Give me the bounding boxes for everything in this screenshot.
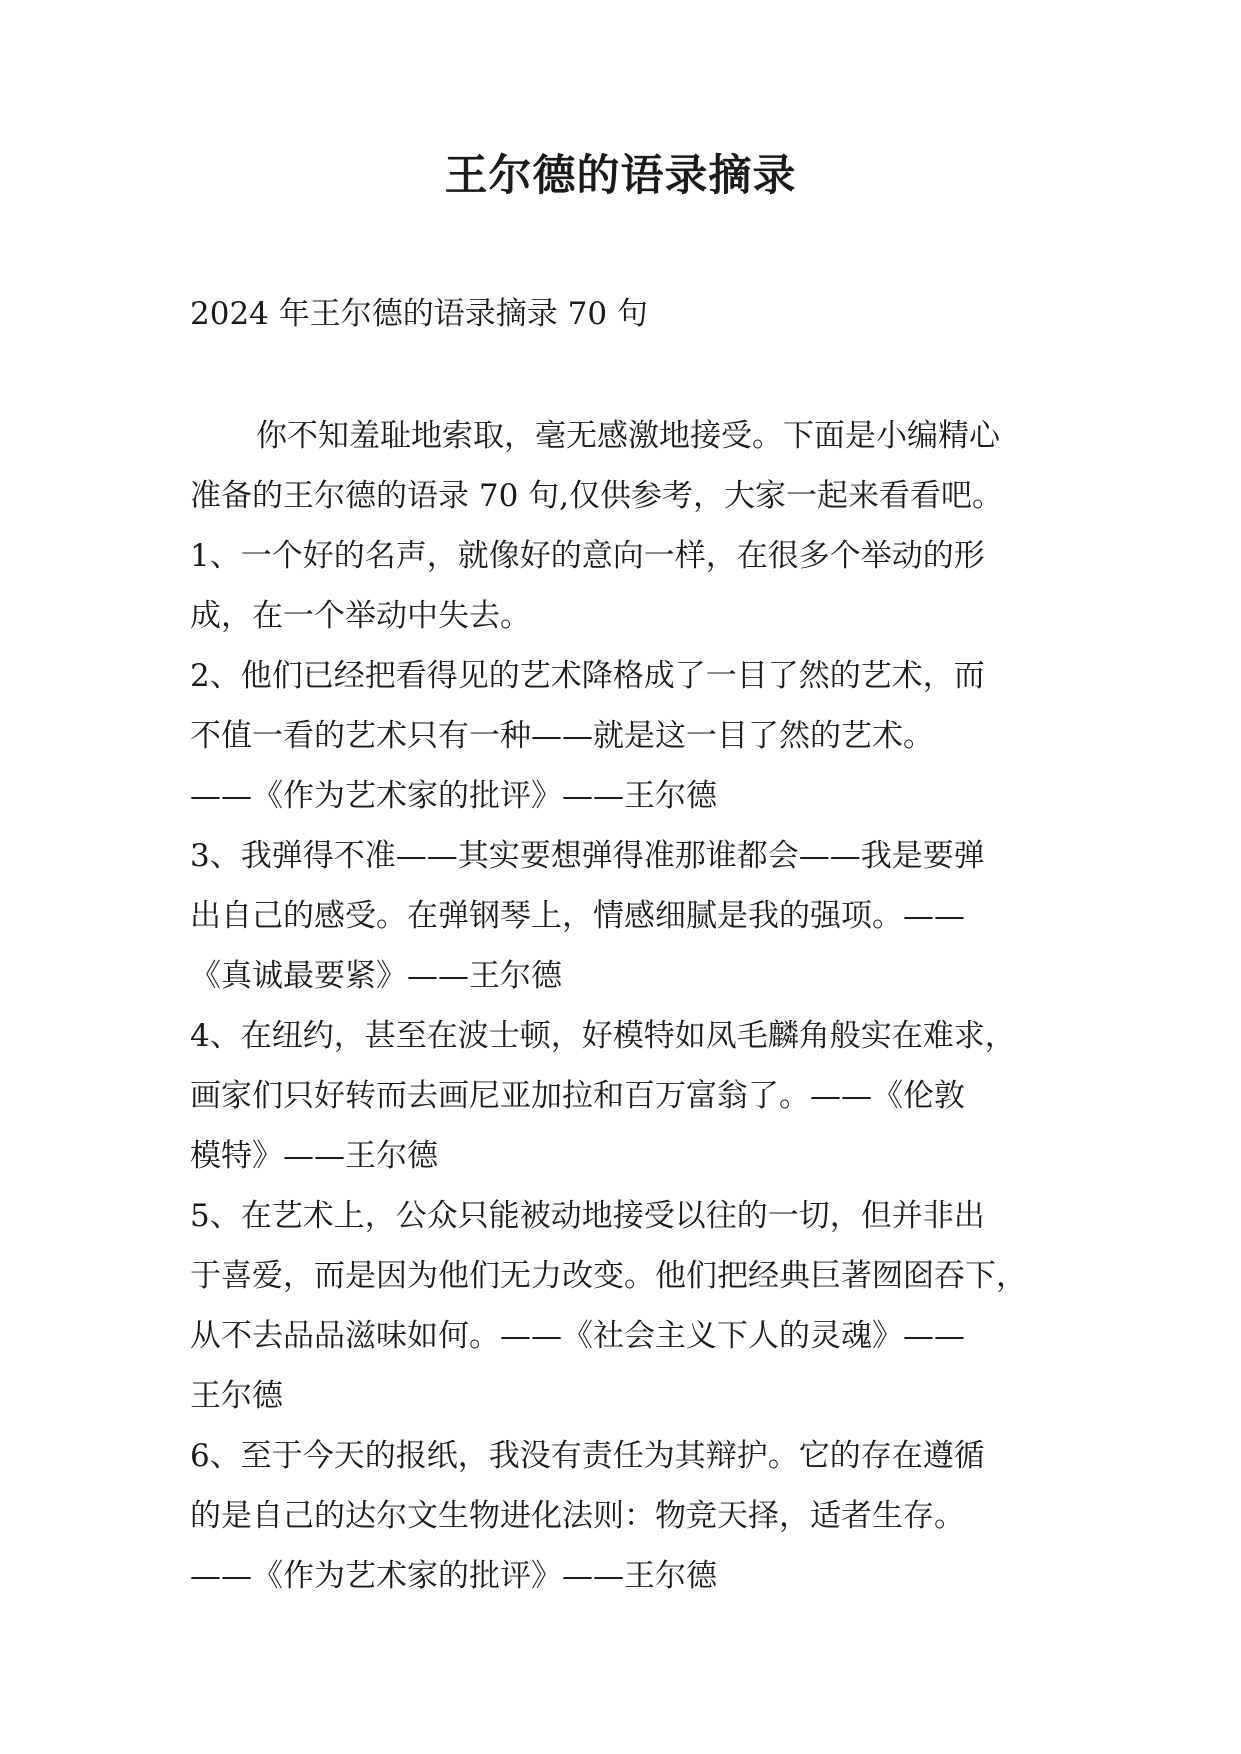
text-line: 模特》——王尔德 [190,1138,438,1174]
text-line: 王尔德 [190,1378,283,1414]
document-title: 王尔德的语录摘录 [444,151,797,201]
text-line: 1、一个好的名声，就像好的意向一样，在很多个举动的形 [190,538,985,574]
text-line: 出自己的感受。在弹钢琴上，情感细腻是我的强项。—— [190,898,965,934]
text-line: 于喜爱，而是因为他们无力改变。他们把经典巨著囫囵吞下， [190,1258,1027,1294]
text-line: 《真诚最要紧》——王尔德 [190,958,562,994]
text-line: 4、在纽约，甚至在波士顿，好模特如凤毛麟角般实在难求， [190,1018,1016,1054]
text-line: 3、我弹得不准——其实要想弹得准那谁都会——我是要弹 [190,838,985,874]
text-line: ——《作为艺术家的批评》——王尔德 [190,778,717,814]
text-line: ——《作为艺术家的批评》——王尔德 [190,1558,717,1594]
text-line: 你不知羞耻地索取，毫无感激地接受。下面是小编精心 [256,418,1000,454]
text-line: 的是自己的达尔文生物进化法则：物竞天择，适者生存。 [190,1498,965,1534]
text-line: 2、他们已经把看得见的艺术降格成了一目了然的艺术，而 [190,658,985,694]
document-subtitle: 2024 年王尔德的语录摘录 70 句 [190,296,648,332]
text-line: 画家们只好转而去画尼亚加拉和百万富翁了。——《伦敦 [190,1078,965,1114]
text-line: 准备的王尔德的语录 70 句,仅供参考，大家一起来看看吧。 [190,478,1004,514]
text-line: 从不去品品滋味如何。——《社会主义下人的灵魂》—— [190,1318,965,1354]
text-line: 成，在一个举动中失去。 [190,598,531,634]
text-line: 不值一看的艺术只有一种——就是这一目了然的艺术。 [190,718,934,754]
text-line: 5、在艺术上，公众只能被动地接受以往的一切，但并非出 [190,1198,985,1234]
text-line: 6、至于今天的报纸，我没有责任为其辩护。它的存在遵循 [190,1438,985,1474]
document-body [190,406,1070,1606]
